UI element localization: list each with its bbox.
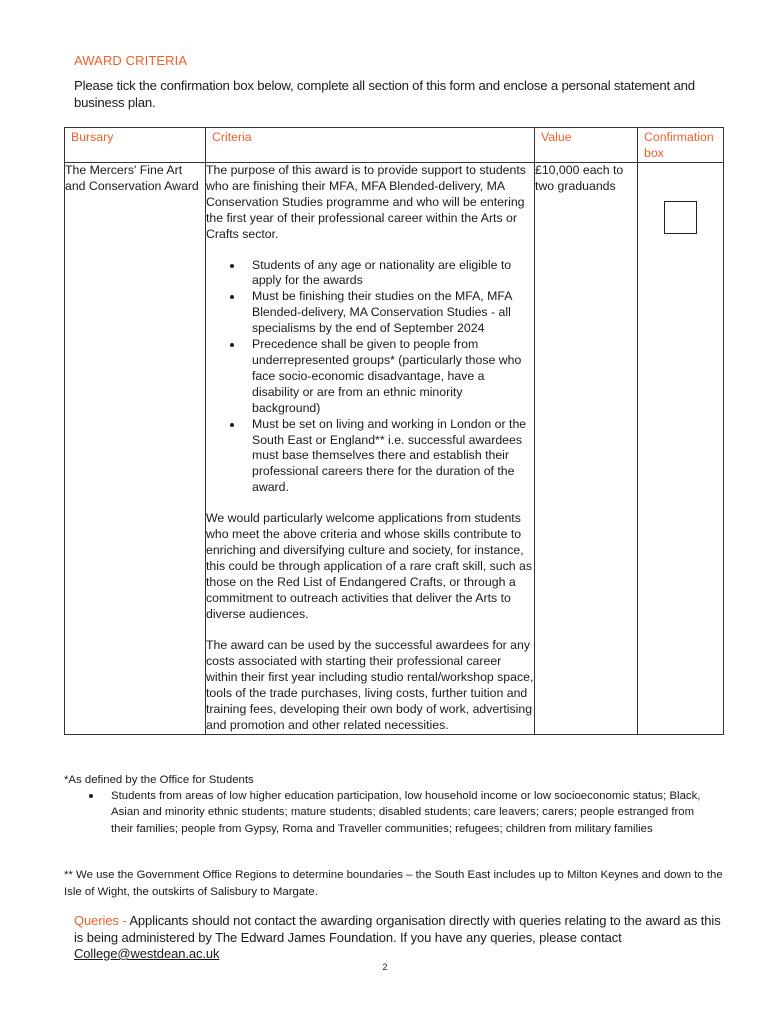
footnote-list	[111, 788, 711, 837]
queries-paragraph	[74, 913, 724, 963]
criteria-list	[206, 258, 534, 497]
header-bursary: Bursary	[65, 128, 206, 163]
criteria-intro: The purpose of this award is to provide support to students who are finishing their MFA, MFA Blended-delivery, MA Conservation Studies programme and who will be entering the first year of their professional career within the Arts or Crafts sector.	[206, 163, 526, 241]
list-item: Students of any age or nationality are eligible to apply for the awards	[252, 258, 534, 290]
footnote-regions: ** We use the Government Office Regions to determine boundaries – the South East includes up to Milton Keynes and down to the Isle of Wight, the outskirts of Salisbury to Margate.	[64, 869, 723, 898]
confirmation-cell	[638, 163, 724, 735]
contact-email-link[interactable]: College@westdean.ac.uk	[74, 946, 220, 961]
criteria-cell	[206, 163, 535, 735]
award-table	[64, 127, 724, 735]
list-item: Must be set on living and working in London or the South East or England** i.e. successful awardees must base themselves there and establish their professional careers there for the duration of the award.	[252, 417, 534, 497]
criteria-paragraph-3: The award can be used by the successful awardees for any costs associated with starting their professional career within their first year including studio rental/workshop space, tools of the trade purchases, living costs, further tuition and training fees, developing their own body of work, advertising and promotion and other related necessities.	[206, 638, 534, 732]
section-heading: AWARD CRITERIA	[74, 53, 188, 68]
queries-text: Applicants should not contact the awarding organisation directly with queries relating to the award as this is being administered by The Edward James Foundation. If you have any queries, please contact	[74, 913, 721, 945]
intro-text: Please tick the confirmation box below, complete all section of this form and enclose a personal statement and business plan.	[74, 78, 695, 110]
list-item: Must be finishing their studies on the MFA, MFA Blended-delivery, MA Conservation Studies - all specialisms by the end of September 2024	[252, 289, 534, 337]
table-row	[65, 163, 724, 735]
bursary-name: The Mercers' Fine Art and Conservation Award	[65, 163, 206, 735]
confirmation-checkbox[interactable]	[664, 201, 697, 234]
header-confirmation-box: Confirmation box	[638, 128, 724, 163]
award-value: £10,000 each to two graduands	[535, 163, 638, 735]
queries-label: Queries -	[74, 913, 127, 928]
table-header-row	[65, 128, 724, 163]
list-item: Students from areas of low higher education participation, low household income or low socioeconomic status; Black, Asian and minority ethnic students; mature students; disabled students; care leavers; carers; people estranged from their families; people from Gypsy, Roma and Traveller communities; refugees; children from military families	[111, 788, 711, 837]
header-value: Value	[535, 128, 638, 163]
page-number: 2	[382, 962, 388, 972]
header-criteria: Criteria	[206, 128, 535, 163]
list-item: Precedence shall be given to people from underrepresented groups* (particularly those who face socio-economic disadvantage, have a disability or are from an ethnic minority background)	[252, 337, 534, 417]
criteria-paragraph-2: We would particularly welcome applications from students who meet the above criteria and whose skills contribute to enriching and diversifying culture and society, for instance, this could be through application of a rare craft skill, such as those on the Red List of Endangered Crafts, or through a commitment to outreach activities that deliver the Arts to diverse audiences.	[206, 511, 533, 621]
footnote-office-for-students: *As defined by the Office for Students	[64, 774, 254, 786]
